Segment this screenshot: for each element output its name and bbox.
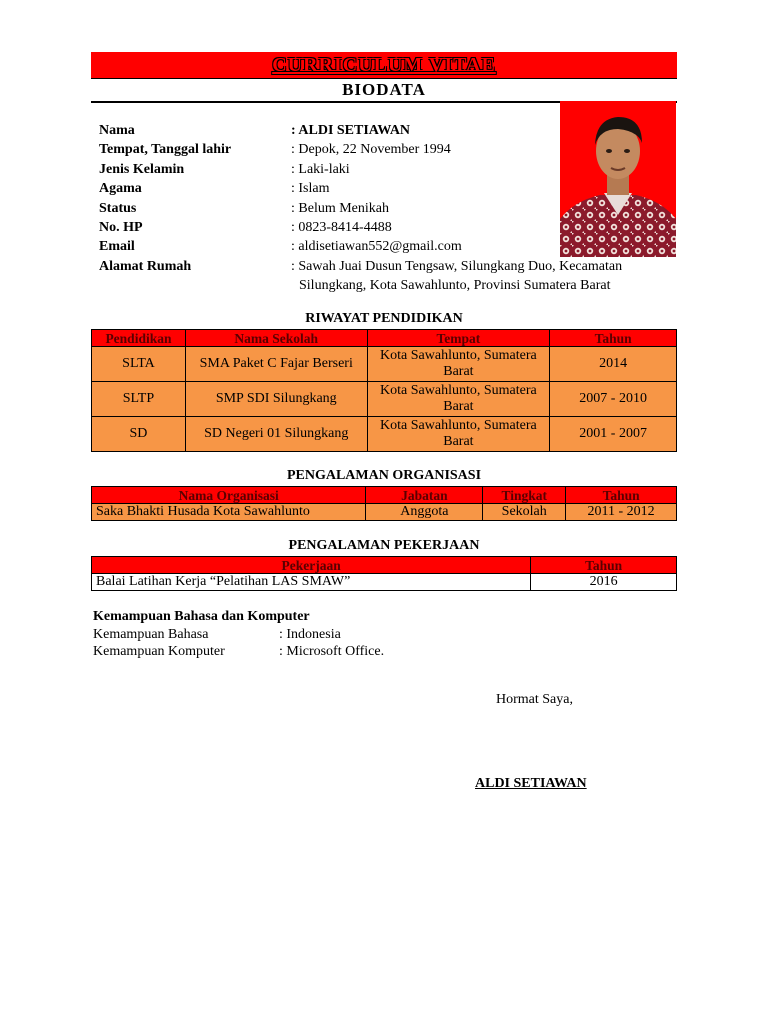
cell-school: SMP SDI Silungkang <box>185 382 367 417</box>
column-header: Nama Sekolah <box>185 330 367 347</box>
biodata-title: BIODATA <box>91 79 677 103</box>
education-table <box>91 329 677 452</box>
skills-section <box>93 608 384 660</box>
bio-value: : Islam <box>291 181 330 197</box>
skill-label: Kemampuan Komputer <box>93 644 225 659</box>
bio-label: Nama <box>99 123 135 138</box>
bio-label: Jenis Kelamin <box>99 161 185 177</box>
column-header: Tempat <box>367 330 550 347</box>
cell-year: 2007 - 2010 <box>550 382 677 417</box>
closing-greeting: Hormat Saya, <box>496 692 573 707</box>
bio-row-address <box>99 257 679 296</box>
cell-job: Balai Latihan Kerja “Pelatihan LAS SMAW” <box>92 574 531 591</box>
column-header: Tahun <box>550 330 677 347</box>
column-header: Tingkat <box>483 487 566 504</box>
work-table <box>91 556 677 591</box>
cell-year: 2016 <box>531 574 677 591</box>
cell-year: 2014 <box>550 347 677 382</box>
cell-year: 2001 - 2007 <box>550 417 677 452</box>
table-row <box>92 574 677 591</box>
skill-label: Kemampuan Bahasa <box>93 627 209 642</box>
skill-value: : Microsoft Office. <box>279 644 385 659</box>
cell-level: SD <box>92 417 186 452</box>
bio-label: Agama <box>99 181 142 197</box>
address-value <box>291 257 679 296</box>
table-header-row <box>92 330 677 347</box>
bio-value: : Depok, 22 November 1994 <box>291 142 451 158</box>
bio-label: Alamat Rumah <box>99 258 192 274</box>
cell-year: 2011 - 2012 <box>566 504 677 521</box>
cell-level: Sekolah <box>483 504 566 521</box>
table-row <box>92 382 677 417</box>
column-header: Jabatan <box>366 487 483 504</box>
column-header: Tahun <box>531 557 677 574</box>
bio-value: : aldisetiawan552@gmail.com <box>291 239 462 255</box>
skills-title: Kemampuan Bahasa dan Komputer <box>93 609 310 624</box>
column-header: Pendidikan <box>92 330 186 347</box>
education-title: RIWAYAT PENDIDIKAN <box>305 311 463 326</box>
skill-row <box>93 643 384 660</box>
table-row <box>92 504 677 521</box>
bio-label: Email <box>99 239 135 255</box>
cell-place: Kota Sawahlunto, Sumatera Barat <box>367 382 550 417</box>
skill-row <box>93 626 384 643</box>
table-row <box>92 417 677 452</box>
cell-position: Anggota <box>366 504 483 521</box>
address-line-1: : Sawah Juai Dusun Tengsaw, Silungkang Duo, Kecamatan <box>291 258 623 274</box>
table-row <box>92 347 677 382</box>
cell-level: SLTP <box>92 382 186 417</box>
bio-value: : 0823-8414-4488 <box>291 219 392 235</box>
person-portrait-icon <box>560 101 676 257</box>
column-header: Nama Organisasi <box>92 487 366 504</box>
table-header-row <box>92 487 677 504</box>
address-line-2: Silungkang, Kota Sawahlunto, Provinsi Sumatera Barat <box>299 278 611 294</box>
organization-table <box>91 486 677 521</box>
cell-place: Kota Sawahlunto, Sumatera Barat <box>367 347 550 382</box>
table-header-row <box>92 557 677 574</box>
cell-level: SLTA <box>92 347 186 382</box>
profile-photo <box>560 101 676 257</box>
cv-title-bar <box>91 52 677 79</box>
cell-place: Kota Sawahlunto, Sumatera Barat <box>367 417 550 452</box>
bio-label: No. HP <box>99 219 143 235</box>
column-header: Pekerjaan <box>92 557 531 574</box>
signature-name: ALDI SETIAWAN <box>475 776 587 791</box>
work-title: PENGALAMAN PEKERJAAN <box>288 538 480 553</box>
bio-value: : Laki-laki <box>291 161 350 177</box>
skill-value: : Indonesia <box>279 627 341 642</box>
cell-school: SD Negeri 01 Silungkang <box>185 417 367 452</box>
bio-value: : ALDI SETIAWAN <box>291 123 411 138</box>
column-header: Tahun <box>566 487 677 504</box>
cv-title: CURRICULUM VITAE <box>272 54 496 76</box>
bio-value: : Belum Menikah <box>291 200 389 216</box>
cell-org-name: Saka Bhakti Husada Kota Sawahlunto <box>92 504 366 521</box>
bio-label: Status <box>99 200 137 216</box>
bio-label: Tempat, Tanggal lahir <box>99 142 232 158</box>
cell-school: SMA Paket C Fajar Berseri <box>185 347 367 382</box>
organization-title: PENGALAMAN ORGANISASI <box>286 468 482 483</box>
